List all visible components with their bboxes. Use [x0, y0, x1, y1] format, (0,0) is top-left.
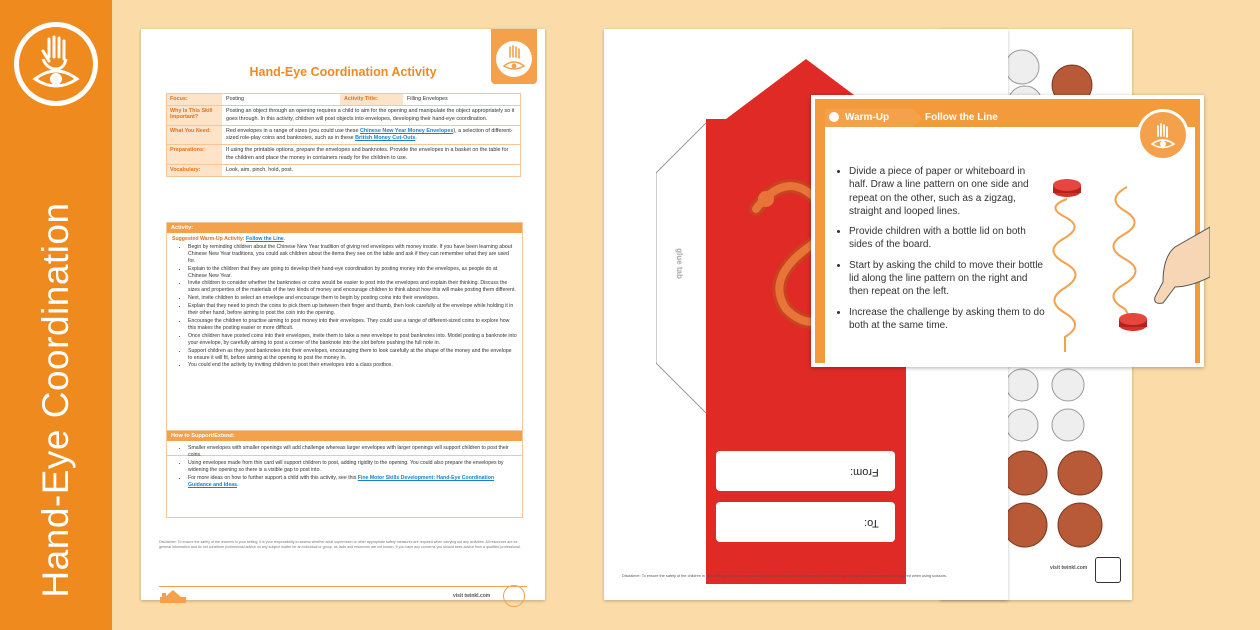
card-frame — [815, 99, 1200, 363]
activity-plan-page — [141, 29, 545, 600]
from-label: From: — [850, 466, 879, 478]
support-heading: How to Support/Extend: — [167, 431, 522, 441]
list-item: • Start by asking the child to move their bottle lid along the line pattern on the right and then repeat on the left. — [849, 259, 1045, 299]
envelope-disclaimer: Disclaimer: To ensure the safety of the children in your setting, it is your responsibility to assess whether adult supervision or other appropriate safety measures are required when using scissors. — [622, 574, 947, 578]
sidebar-title: Hand-Eye Coordination — [35, 202, 76, 598]
vocab-label: Vocabulary: — [167, 165, 222, 176]
support-section — [166, 430, 523, 518]
warmup-label: Suggested Warm-Up Activity: — [172, 236, 245, 242]
footer-divider — [159, 586, 527, 587]
list-item — [188, 475, 517, 489]
why-value: Posting an object through an opening requires a child to aim for the opening and manipulate the object appropriately so it goes through. In this activity, children will post objects into envelopes, developing their hand-eye coordination. — [226, 108, 515, 122]
activity-title-value: Filling Envelopes — [407, 96, 448, 102]
to-label: To: — [864, 517, 879, 529]
hand-eye-badge-icon — [1137, 109, 1189, 161]
list-item: • Increase the challenge by asking them to do both at the same time. — [849, 306, 1045, 333]
money-cutouts-link[interactable]: British Money Cut-Outs — [355, 135, 416, 142]
list-item: • Invite children to consider whether the banknotes or coins would be easier to post into the envelopes and explain their thinking. Discuss the sizes and properties of the materials of the two kinds of money and encourage children to think about how this will make posting them different. — [188, 280, 517, 294]
list-item: • Once children have posted coins into their envelopes, invite them to take a new envelope to post banknotes into. Model posting a banknote into your envelope, by carefully aiming to post a corner of the banknote into the slot before pushing the full note in. — [188, 333, 517, 347]
need-value — [222, 126, 520, 145]
warmup-card — [811, 95, 1204, 367]
focus-value: Posting — [226, 96, 244, 102]
twinkl-badge-icon — [503, 585, 525, 607]
chevron-right-icon — [913, 109, 922, 127]
list-item: • Encourage the children to practise aiming to post money into their envelopes. They could use a range of different-sized coins to explore how this makes the posting easier or more difficult. — [188, 318, 517, 332]
page-title: Hand-Eye Coordination Activity — [249, 65, 437, 79]
list-item: • Begin by reminding children about the Chinese New Year tradition of giving red envelopes with money inside. If you have been learning about Chinese New Year traditions, you could ask children about the items they see on the table and ask if they can remember what they are used for. — [188, 244, 517, 265]
list-item: • Smaller envelopes with smaller openings will add challenge whereas larger envelopes with larger openings will support children to post their coins. — [188, 445, 517, 459]
support-body — [167, 441, 522, 492]
table-row — [166, 126, 521, 146]
table-row — [166, 93, 521, 106]
card-body — [825, 127, 1195, 363]
activity-section — [166, 222, 523, 456]
list-item: • Provide children with a bottle lid on both sides of the board. — [849, 225, 1045, 252]
warmup-tag — [825, 109, 913, 127]
support-text: For more ideas on how to further support a child with this activity, see this — [188, 474, 358, 481]
warmup-tag-label: Warm-Up — [845, 112, 890, 123]
activity-title-label: Activity Title: — [340, 94, 403, 105]
card-steps — [839, 165, 1045, 339]
need-text: . — [415, 135, 417, 142]
why-label: Why Is This Skill Important? — [167, 106, 222, 125]
card-title: Follow the Line — [925, 112, 998, 123]
table-row — [166, 106, 521, 126]
prep-value: If using the printable options, prepare the envelopes and banknotes. Provide the envelopes in a basket on the table for the children and place the money in containers ready for the children to use. — [226, 147, 509, 161]
activity-heading: Activity: — [167, 223, 522, 233]
bottle-lid-illustration — [1035, 177, 1210, 367]
vocab-value: Look, aim, pinch, hold, post. — [226, 167, 294, 174]
footer-url[interactable]: visit twinkl.com — [1050, 565, 1088, 571]
list-item: • Support children as they post banknotes into their envelopes, encouraging them to look carefully at the shape of the money and the envelope to ensure it will fit, before aiming at the opening to post the money in. — [188, 348, 517, 362]
guidance-link[interactable]: Fine Motor Skills Development: Hand-Eye Coordination Guidance and Ideas — [188, 474, 495, 488]
list-item: • Explain to the children that they are going to develop their hand-eye coordination by posting money into the envelopes, as people do at Chinese New Year. — [188, 266, 517, 280]
envelopes-link[interactable]: Chinese New Year Money Envelopes — [359, 127, 454, 134]
need-text: Red envelopes in a range of sizes (you could use these — [226, 127, 360, 134]
list-item: • Explain that they need to pinch the coins to pick them up between their finger and thumb, then look carefully at the envelope while holding it in their other hand, before aiming to post the coin into the opening. — [188, 303, 517, 317]
need-label: What You Need: — [167, 126, 222, 145]
activity-body — [167, 233, 522, 373]
footer-url[interactable]: visit twinkl.com — [453, 593, 491, 599]
activity-steps — [188, 244, 517, 369]
details-table — [166, 93, 521, 177]
circle-icon — [829, 112, 839, 122]
hand-eye-icon — [14, 22, 98, 106]
warmup-link[interactable]: Follow the Line — [246, 236, 284, 242]
list-item: • Divide a piece of paper or whiteboard in half. Draw a line pattern on one side and repeat on the other, such as a zigzag, straight and looped lines. — [849, 165, 1045, 218]
list-item: • Using envelopes made from thin card will support children to post, adding rigidity to the opening. You could also prepare the envelopes by widening the opening so there is a visible gap to post into. — [188, 460, 517, 474]
card-footer-text: twinkl.com — [1169, 350, 1186, 354]
glue-tab-label: glue tab — [674, 248, 684, 279]
list-item: • Next, invite children to select an envelope and encourage them to begin by posting coins into their envelopes. — [188, 295, 517, 302]
support-text: . — [237, 481, 239, 488]
warmup-line: Suggested Warm-Up Activity: Follow the Line. — [172, 236, 286, 242]
table-row — [166, 165, 521, 177]
table-row — [166, 145, 521, 165]
from-field[interactable] — [716, 451, 895, 491]
sidebar-banner — [0, 0, 112, 630]
house-icon — [159, 589, 187, 603]
need-text: ), a selection of different-sized role-play coins and banknotes, such as in these — [226, 127, 513, 142]
support-list — [188, 445, 517, 488]
to-field[interactable] — [716, 502, 895, 542]
disclaimer: Disclaimer: To ensure the safety of the learners in your setting, it is your responsibility to assess whether adult supervision or other appropriate safety measures are required when carrying out any activities. All resources are for general information and do not constitute professional advice on any subject matter for an individual or group, as facts and resources are not known. If you have any concerns you should seek advice from a qualified professional. — [159, 540, 521, 549]
focus-label: Focus: — [167, 94, 222, 105]
prep-label: Preparations: — [167, 145, 222, 164]
list-item: • You could end the activity by inviting children to post their envelopes into a class postbox. — [188, 362, 517, 369]
